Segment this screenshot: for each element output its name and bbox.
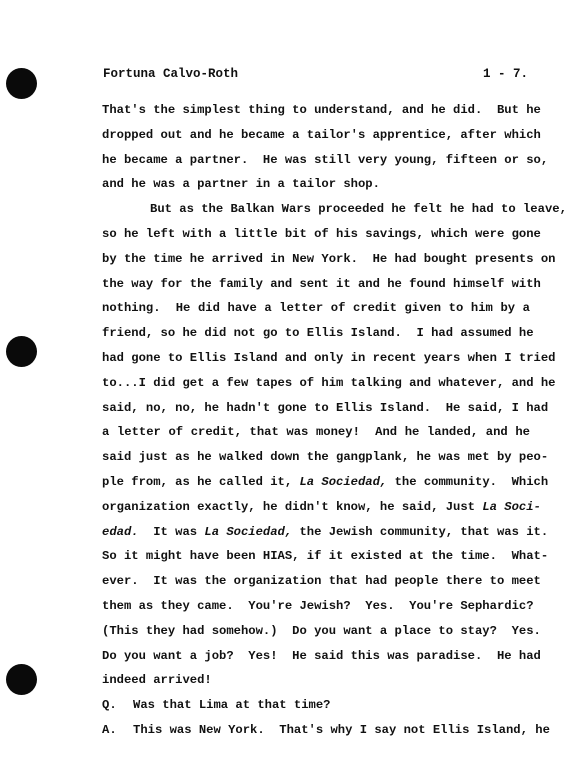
text-line — [102, 495, 541, 520]
text-line: he became a partner. He was still very young, fifteen or so, — [102, 152, 549, 167]
italic-term: La Soci- — [482, 499, 541, 514]
answer-line — [102, 718, 550, 743]
text-line: (This they had somehow.) Do you want a place to stay? Yes. — [102, 623, 541, 638]
text-line: by the time he arrived in New York. He had bought presents on — [102, 251, 556, 266]
text-line: a letter of credit, that was money! And he landed, and he — [102, 425, 530, 440]
text-line: and he was a partner in a tailor shop. — [102, 177, 380, 192]
answer-tag: A. — [102, 722, 117, 737]
page-number: 1 - 7. — [482, 67, 528, 81]
text-line: Do you want a job? Yes! He said this was paradise. He had — [102, 648, 541, 663]
italic-term: La Sociedad, — [299, 474, 388, 489]
binder-hole-bottom — [6, 664, 37, 695]
text-run: the community. Which — [387, 474, 549, 489]
question-text: Was that Lima at that time? — [133, 698, 331, 713]
text-line: had gone to Ellis Island and only in recent years when I tried — [102, 350, 556, 365]
text-run: the Jewish community, that was it. — [292, 524, 549, 539]
text-line: friend, so he did not go to Ellis Island. I had assumed he — [102, 326, 534, 341]
text-line: indeed arrived! — [102, 673, 212, 688]
text-line: But as the Balkan Wars proceeded he felt he had to leave, — [150, 202, 567, 217]
text-line: nothing. He did have a letter of credit given to him by a — [102, 301, 530, 316]
transcript-body — [102, 98, 567, 743]
text-line: them as they came. You're Jewish? Yes. You're Sephardic? — [102, 598, 534, 613]
italic-term: La Sociedad, — [204, 524, 293, 539]
text-line: So it might have been HIAS, if it existed at the time. What- — [102, 549, 549, 564]
answer-text: This was New York. That's why I say not Ellis Island, he — [133, 722, 550, 737]
text-line: That's the simplest thing to understand, and he did. But he — [102, 103, 541, 117]
page-header — [103, 67, 528, 81]
text-run: organization exactly, he didn't know, he said, Just — [102, 499, 483, 514]
binder-hole-middle — [6, 336, 37, 367]
text-line — [102, 520, 549, 545]
text-line: the way for the family and sent it and he found himself with — [102, 276, 541, 291]
text-line: said, no, no, he hadn't gone to Ellis Island. He said, I had — [102, 400, 549, 415]
text-line: said just as he walked down the gangplank, he was met by peo- — [102, 450, 549, 465]
text-run: It was — [138, 524, 205, 539]
text-line: ever. It was the organization that had people there to meet — [102, 574, 541, 589]
text-line: to...I did get a few tapes of him talking and whatever, and he — [102, 375, 556, 390]
question-tag: Q. — [102, 698, 117, 713]
text-line: so he left with a little bit of his savings, which were gone — [102, 226, 541, 241]
italic-term: edad. — [102, 524, 139, 539]
text-line — [102, 470, 549, 495]
question-line — [102, 693, 530, 718]
text-run: ple from, as he called it, — [102, 474, 300, 489]
interviewee-name: Fortuna Calvo-Roth — [103, 67, 239, 81]
binder-hole-top — [6, 68, 37, 99]
text-line: dropped out and he became a tailor's apprentice, after which — [102, 127, 541, 142]
